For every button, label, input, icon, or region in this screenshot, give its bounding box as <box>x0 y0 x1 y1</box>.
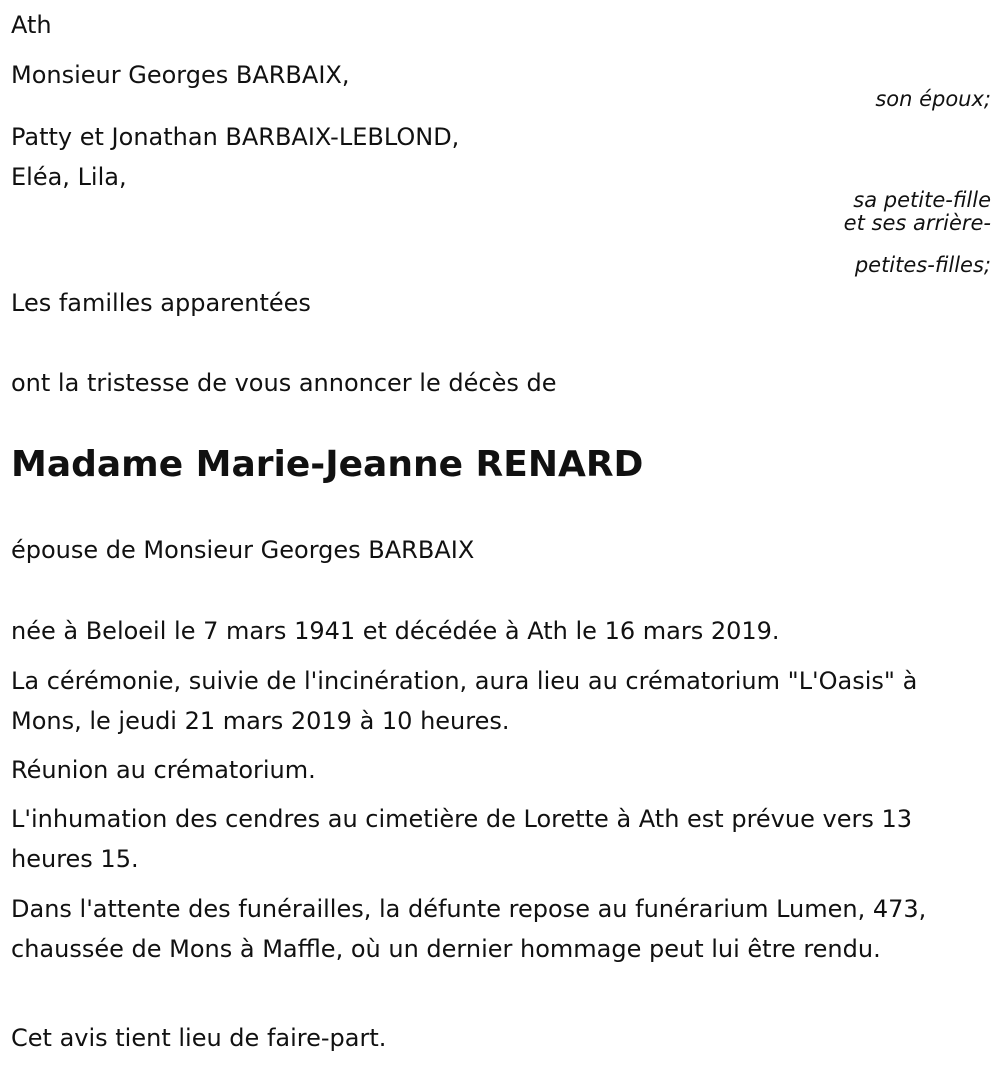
funeral-home-info: Dans l'attente des funérailles, la défunte repose au funérarium Lumen, 473, chaussée de Mons à Maffle, où un dernier hommage peut lui être rendu. <box>11 895 927 963</box>
husband-name: Monsieur Georges BARBAIX, <box>11 61 350 89</box>
relatives: Les familles apparentées <box>11 289 311 317</box>
announcement: ont la tristesse de vous annoncer le décès de <box>11 369 557 397</box>
descendants-line-1: Patty et Jonathan BARBAIX-LEBLOND, <box>11 123 460 151</box>
location: Ath <box>11 11 52 39</box>
descendants-line-2: Eléa, Lila, <box>11 163 127 191</box>
burial-info: L'inhumation des cendres au cimetière de Lorette à Ath est prévue vers 13 heures 15. <box>11 805 912 873</box>
closing-note: Cet avis tient lieu de faire-part. <box>11 1024 387 1052</box>
deceased-spouse: épouse de Monsieur Georges BARBAIX <box>11 536 475 564</box>
descendants-role-line-3: petites-filles; <box>854 253 991 277</box>
deceased-name: Madame Marie-Jeanne RENARD <box>11 444 644 485</box>
husband-role: son époux; <box>875 87 991 111</box>
birth-death-dates: née à Beloeil le 7 mars 1941 et décédée à Ath le 16 mars 2019. <box>11 617 780 645</box>
descendants-role-line-2: et ses arrière- <box>843 211 991 235</box>
ceremony-info: La cérémonie, suivie de l'incinération, aura lieu au crématorium "L'Oasis" à Mons, le jeudi 21 mars 2019 à 10 heures. <box>11 667 918 735</box>
meeting-info: Réunion au crématorium. <box>11 756 316 784</box>
descendants-role-line-1: sa petite-fille <box>853 188 991 212</box>
